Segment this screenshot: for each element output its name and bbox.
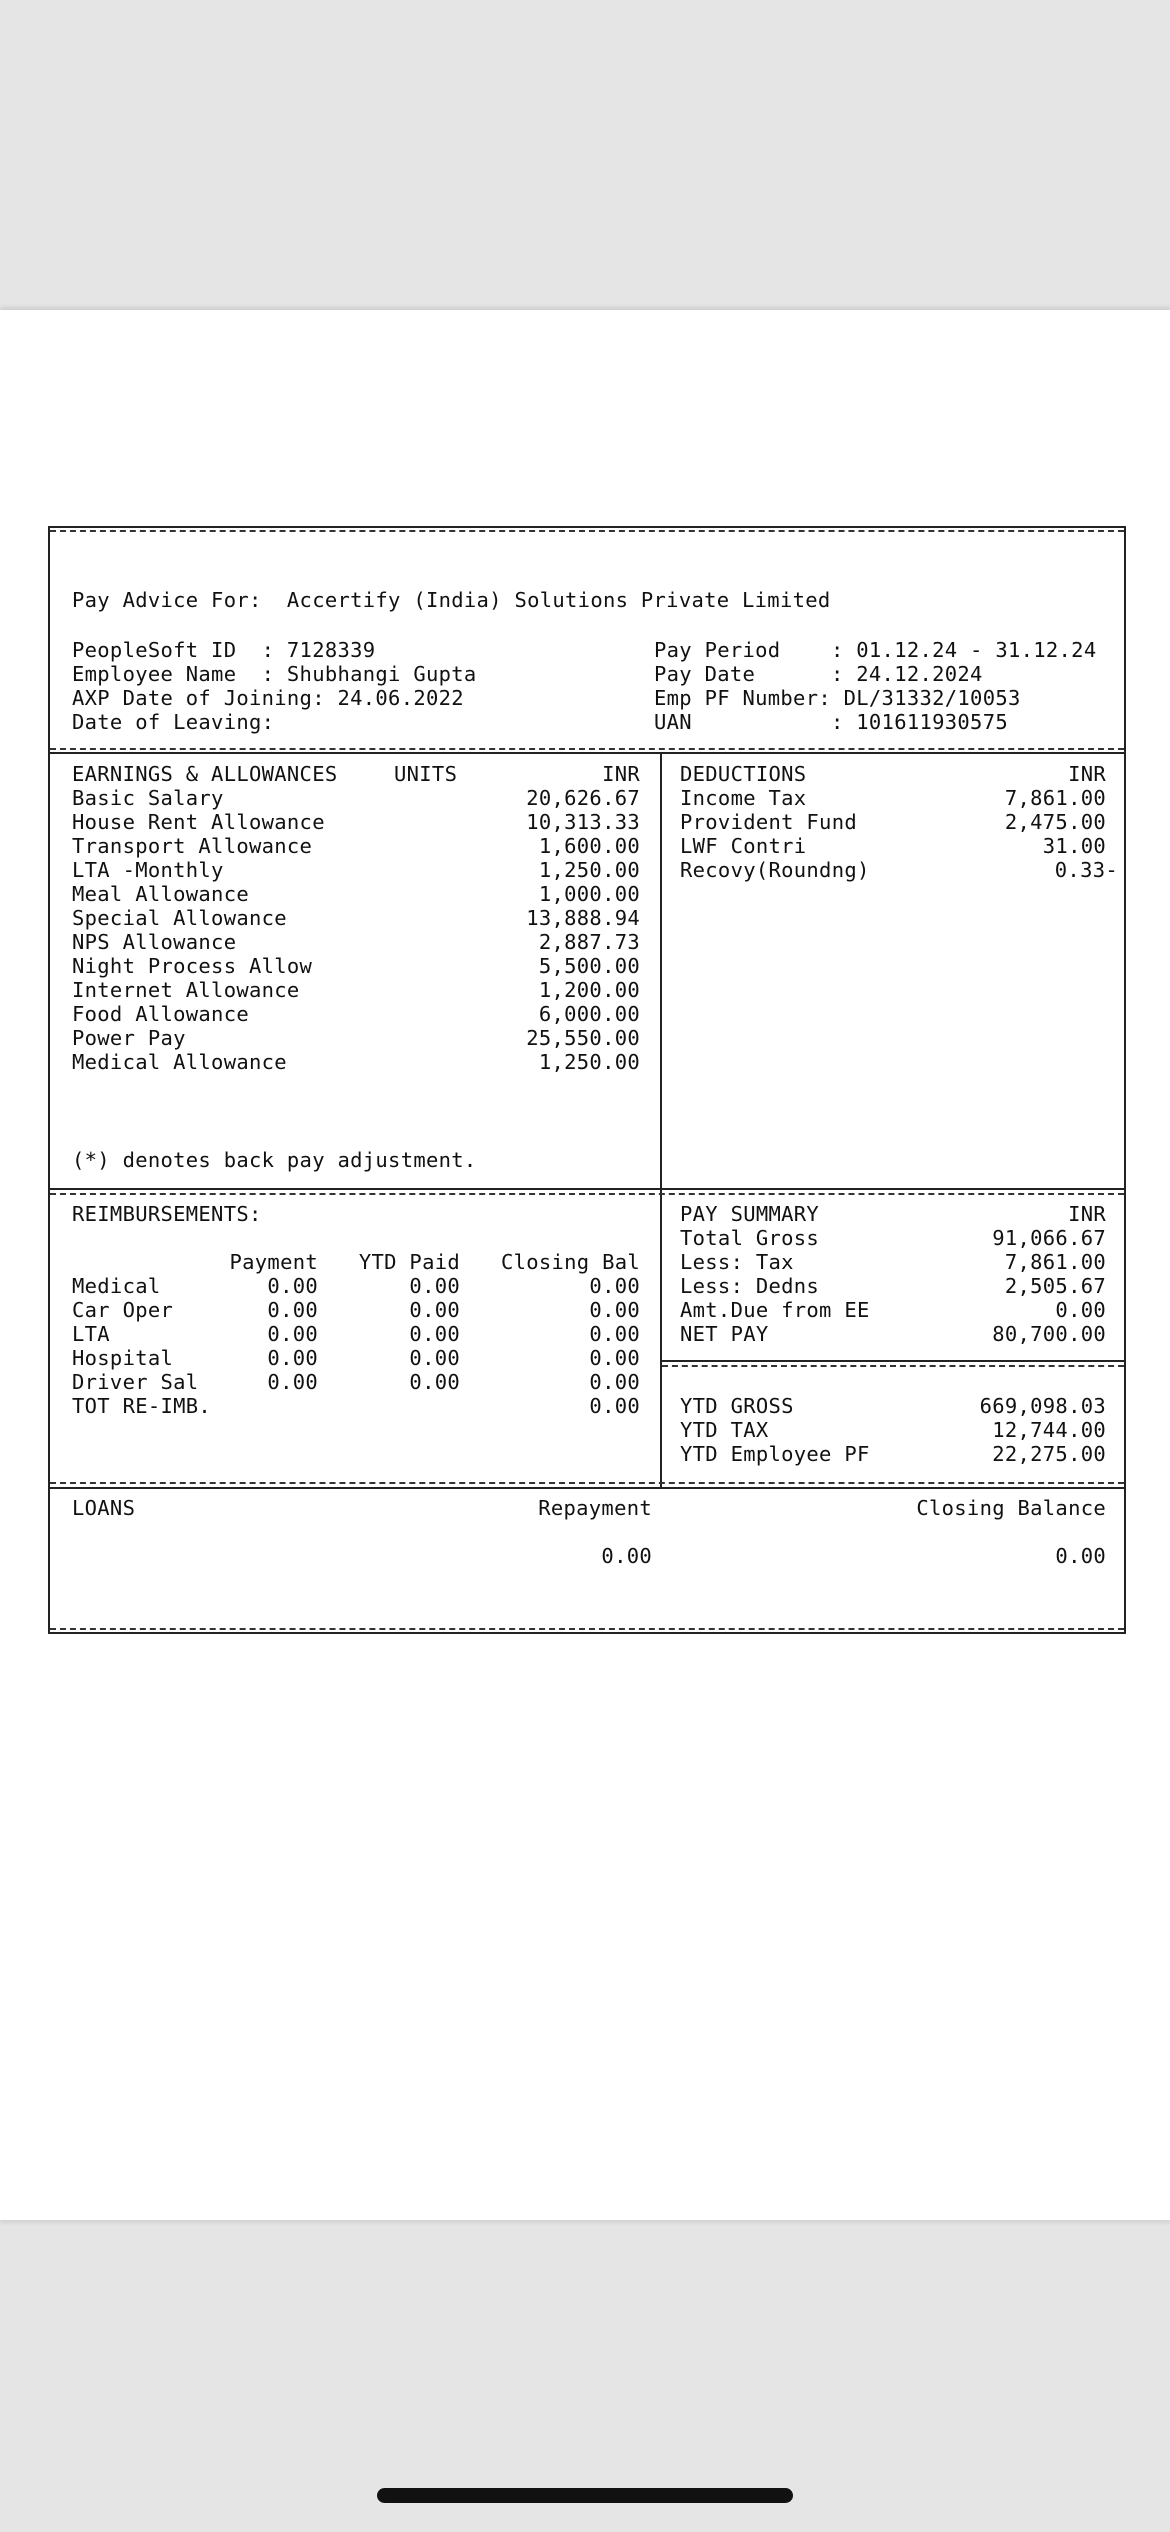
reimb-ytd: 0.00 (409, 1298, 460, 1322)
earning-amount: 1,000.00 (538, 882, 640, 906)
uan-number: UAN : 101611930575 (654, 710, 1008, 734)
earning-label: Food Allowance (72, 1002, 249, 1026)
date-of-leaving: Date of Leaving: (72, 710, 275, 734)
summary-dashed-rule (662, 1365, 1124, 1367)
pay-date: Pay Date : 24.12.2024 (654, 662, 983, 686)
reimb-payment: 0.00 (267, 1346, 318, 1370)
deduction-label: Income Tax (680, 786, 807, 810)
summary-amount: 2,505.67 (1004, 1274, 1106, 1298)
summary-amount: 0.00 (1055, 1298, 1106, 1322)
home-indicator[interactable] (377, 2488, 793, 2503)
reimb-payment: 0.00 (267, 1298, 318, 1322)
deduction-label: Provident Fund (680, 810, 857, 834)
earnings-title: EARNINGS & ALLOWANCES (72, 762, 338, 786)
closing-bal-column-header: Closing Bal (500, 1250, 640, 1274)
earning-label: Special Allowance (72, 906, 287, 930)
emp-pf-number: Emp PF Number: DL/31332/10053 (654, 686, 1021, 710)
mid-solid-rule (50, 1188, 1124, 1190)
earning-amount: 10,313.33 (526, 810, 640, 834)
earning-amount: 6,000.00 (538, 1002, 640, 1026)
reimb-label: Car Oper (72, 1298, 174, 1322)
ytd-amount: 12,744.00 (992, 1418, 1106, 1442)
summary-label: Less: Dedns (680, 1274, 820, 1298)
column-divider (660, 752, 662, 1487)
earning-amount: 1,200.00 (538, 978, 640, 1002)
mid-dashed-rule (50, 1193, 1124, 1195)
total-reimb-value: 0.00 (589, 1394, 640, 1418)
summary-solid-rule (662, 1360, 1124, 1362)
earning-amount: 2,887.73 (538, 930, 640, 954)
loans-dashed-rule (50, 1482, 1124, 1484)
earning-amount: 1,250.00 (538, 858, 640, 882)
reimb-closing: 0.00 (589, 1274, 640, 1298)
pay-advice-document (48, 526, 1126, 1634)
earning-amount: 25,550.00 (526, 1026, 640, 1050)
net-pay-label: NET PAY (680, 1322, 769, 1346)
earning-label: Power Pay (72, 1026, 186, 1050)
loans-solid-rule (50, 1487, 1124, 1489)
earning-amount: 5,500.00 (538, 954, 640, 978)
ytd-label: YTD TAX (680, 1418, 769, 1442)
deduction-amount: 0.33- (1054, 858, 1118, 882)
reimb-label: Medical (72, 1274, 161, 1298)
reimb-closing: 0.00 (589, 1346, 640, 1370)
earning-label: Basic Salary (72, 786, 224, 810)
earnings-currency: INR (602, 762, 640, 786)
earning-label: House Rent Allowance (72, 810, 325, 834)
summary-label: Total Gross (680, 1226, 820, 1250)
reimb-ytd: 0.00 (409, 1322, 460, 1346)
earning-amount: 1,600.00 (538, 834, 640, 858)
deduction-amount: 7,861.00 (1004, 786, 1106, 810)
closing-balance-value: 0.00 (1055, 1544, 1106, 1568)
reimb-payment: 0.00 (267, 1370, 318, 1394)
reimb-ytd: 0.00 (409, 1370, 460, 1394)
payment-column-header: Payment (229, 1250, 318, 1274)
earning-label: Meal Allowance (72, 882, 249, 906)
ytd-amount: 22,275.00 (992, 1442, 1106, 1466)
earning-label: Transport Allowance (72, 834, 313, 858)
summary-label: Amt.Due from EE (680, 1298, 870, 1322)
pay-summary-currency: INR (1068, 1202, 1106, 1226)
summary-amount: 91,066.67 (992, 1226, 1106, 1250)
reimb-closing: 0.00 (589, 1322, 640, 1346)
ytd-label: YTD Employee PF (680, 1442, 870, 1466)
pay-summary-title: PAY SUMMARY (680, 1202, 820, 1226)
top-dashed-rule (50, 530, 1124, 532)
ytd-amount: 669,098.03 (979, 1394, 1106, 1418)
ytd-paid-column-header: YTD Paid (358, 1250, 460, 1274)
reimbursements-title: REIMBURSEMENTS: (72, 1202, 262, 1226)
earning-label: Medical Allowance (72, 1050, 287, 1074)
deductions-title: DEDUCTIONS (680, 762, 807, 786)
reimb-label: Driver Sal (72, 1370, 199, 1394)
employee-name: Employee Name : Shubhangi Gupta (72, 662, 477, 686)
reimb-label: Hospital (72, 1346, 174, 1370)
earning-amount: 20,626.67 (526, 786, 640, 810)
deduction-label: Recovy(Roundng) (680, 858, 870, 882)
reimb-payment: 0.00 (267, 1322, 318, 1346)
total-reimb-label: TOT RE-IMB. (72, 1394, 212, 1418)
units-label: UNITS (394, 762, 458, 786)
earning-label: Internet Allowance (72, 978, 300, 1002)
deduction-amount: 31.00 (1042, 834, 1106, 858)
earning-label: NPS Allowance (72, 930, 237, 954)
reimb-payment: 0.00 (267, 1274, 318, 1298)
summary-label: Less: Tax (680, 1250, 794, 1274)
earning-amount: 1,250.00 (538, 1050, 640, 1074)
deduction-label: LWF Contri (680, 834, 807, 858)
earning-amount: 13,888.94 (526, 906, 640, 930)
header-dashed-rule (50, 748, 1124, 750)
closing-balance-label: Closing Balance (916, 1496, 1106, 1520)
ytd-label: YTD GROSS (680, 1394, 794, 1418)
reimb-ytd: 0.00 (409, 1346, 460, 1370)
reimb-closing: 0.00 (589, 1298, 640, 1322)
bottom-dashed-rule (50, 1628, 1124, 1630)
reimb-ytd: 0.00 (409, 1274, 460, 1298)
earning-label: LTA -Monthly (72, 858, 224, 882)
repayment-value: 0.00 (601, 1544, 652, 1568)
header-solid-rule (50, 752, 1124, 754)
repayment-label: Repayment (538, 1496, 652, 1520)
summary-amount: 7,861.00 (1004, 1250, 1106, 1274)
reimb-closing: 0.00 (589, 1370, 640, 1394)
pay-advice-title: Pay Advice For: Accertify (India) Solutions Private Limited (72, 588, 831, 612)
loans-title: LOANS (72, 1496, 136, 1520)
date-of-joining: AXP Date of Joining: 24.06.2022 (72, 686, 464, 710)
reimb-label: LTA (72, 1322, 110, 1346)
deduction-amount: 2,475.00 (1004, 810, 1106, 834)
back-pay-note: (*) denotes back pay adjustment. (72, 1148, 477, 1172)
earning-label: Night Process Allow (72, 954, 313, 978)
peoplesoft-id: PeopleSoft ID : 7128339 (72, 638, 376, 662)
deductions-currency: INR (1068, 762, 1106, 786)
pay-period: Pay Period : 01.12.24 - 31.12.24 (654, 638, 1097, 662)
net-pay-amount: 80,700.00 (992, 1322, 1106, 1346)
